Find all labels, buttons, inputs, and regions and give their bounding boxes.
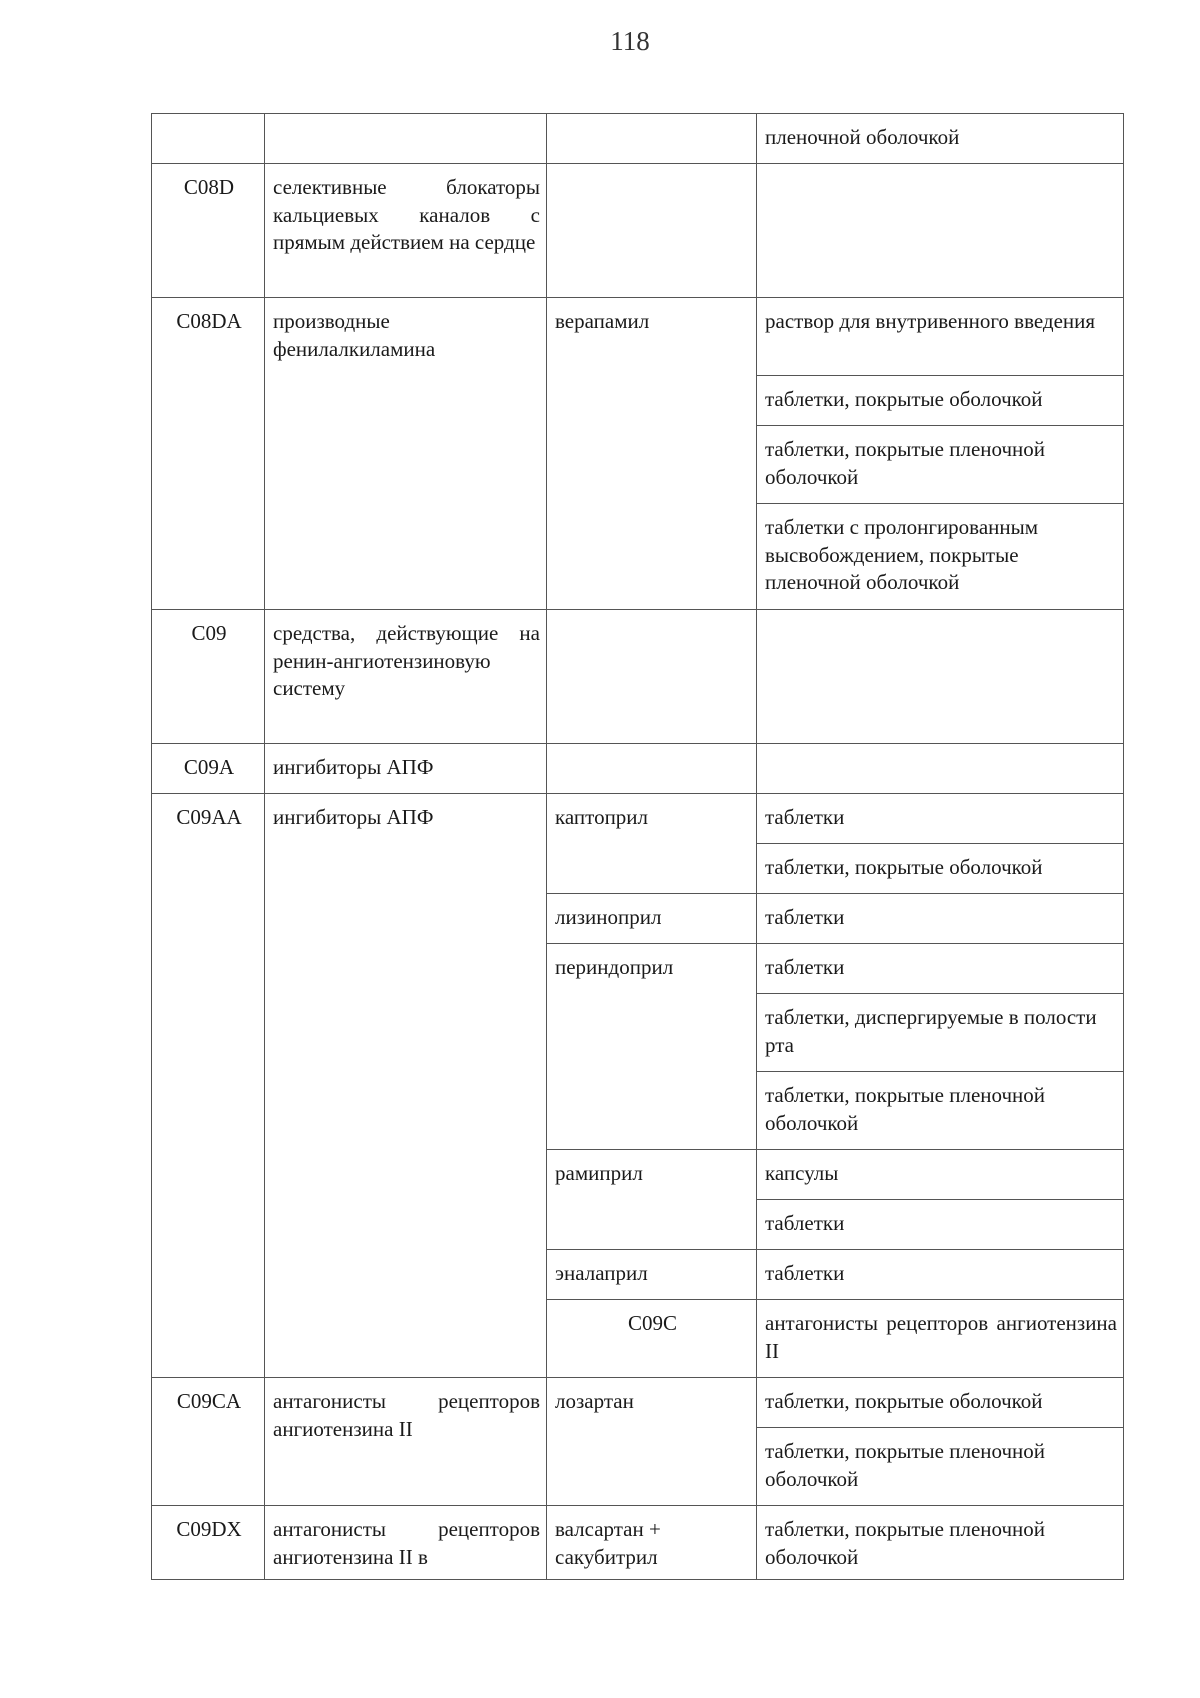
group-cell: антагонисты рецепторов ангиотензина II [265,1378,547,1506]
atc-code-cell: C09DX [152,1506,265,1580]
atc-code-cell: C09AA [152,794,265,1378]
group-cell: ингибиторы АПФ [265,794,547,1378]
drug-cell: периндоприл [547,944,757,1150]
group-cell: средства, действующие на ренин-ангиотензиновую систему [265,610,547,744]
dosage-form-cell: пленочной оболочкой [757,114,1124,164]
group-cell: селективные блокаторы кальциевых каналов с прямым действием на сердце [265,164,547,298]
drug-cell [547,114,757,164]
drug-cell: валсартан + сакубитрил [547,1506,757,1580]
table-row [152,1378,1124,1428]
dosage-form-cell: раствор для внутривенного введения [757,298,1124,376]
dosage-form-cell: таблетки, покрытые пленочной оболочкой [757,426,1124,504]
dosage-form-cell: таблетки [757,1200,1124,1250]
page-number: 118 [610,26,650,56]
dosage-form-cell: таблетки [757,1250,1124,1300]
dosage-form-cell: таблетки [757,944,1124,994]
table-row [152,794,1124,844]
dosage-form-cell [757,744,1124,794]
dosage-form-cell: таблетки, покрытые пленочной оболочкой [757,1506,1124,1580]
dosage-form-cell: таблетки [757,894,1124,944]
drug-cell: рамиприл [547,1150,757,1250]
atc-code-cell: C08DA [152,298,265,610]
drug-cell: каптоприл [547,794,757,894]
atc-code-cell: C09CA [152,1378,265,1506]
drug-cell [547,610,757,744]
drug-cell: лизиноприл [547,894,757,944]
atc-code-cell [152,114,265,164]
dosage-form-cell: таблетки [757,794,1124,844]
atc-code-cell: C09C [547,1300,757,1378]
drug-cell: лозартан [547,1378,757,1506]
table-row [152,114,1124,164]
table-row [152,164,1124,298]
drug-cell: эналаприл [547,1250,757,1300]
table-row [152,610,1124,744]
dosage-form-cell: таблетки, покрытые пленочной оболочкой [757,1072,1124,1150]
dosage-form-cell: таблетки, покрытые оболочкой [757,376,1124,426]
drug-cell [547,164,757,298]
atc-code-cell: C08D [152,164,265,298]
drug-cell [547,744,757,794]
table-row [152,744,1124,794]
atc-code-cell: C09A [152,744,265,794]
group-cell: ингибиторы АПФ [265,744,547,794]
table-row [152,1506,1124,1580]
group-cell: антагонисты рецепторов ангиотензина II в [265,1506,547,1580]
atc-code-cell: C09 [152,610,265,744]
dosage-form-cell: таблетки, покрытые пленочной оболочкой [757,1428,1124,1506]
dosage-form-cell [757,610,1124,744]
table-row [152,298,1124,376]
drug-cell: верапамил [547,298,757,610]
dosage-form-cell [757,164,1124,298]
dosage-form-cell: капсулы [757,1150,1124,1200]
dosage-form-cell: таблетки, покрытые оболочкой [757,844,1124,894]
dosage-form-cell: таблетки, покрытые оболочкой [757,1378,1124,1428]
atc-drug-table [151,113,1124,1580]
group-cell: производные фенилалкиламина [265,298,547,610]
group-cell [265,114,547,164]
dosage-form-cell: таблетки с пролонгированным высвобождением, покрытые пленочной оболочкой [757,504,1124,610]
dosage-form-cell: таблетки, диспергируемые в полости рта [757,994,1124,1072]
group-cell: антагонисты рецепторов ангиотензина II [757,1300,1124,1378]
